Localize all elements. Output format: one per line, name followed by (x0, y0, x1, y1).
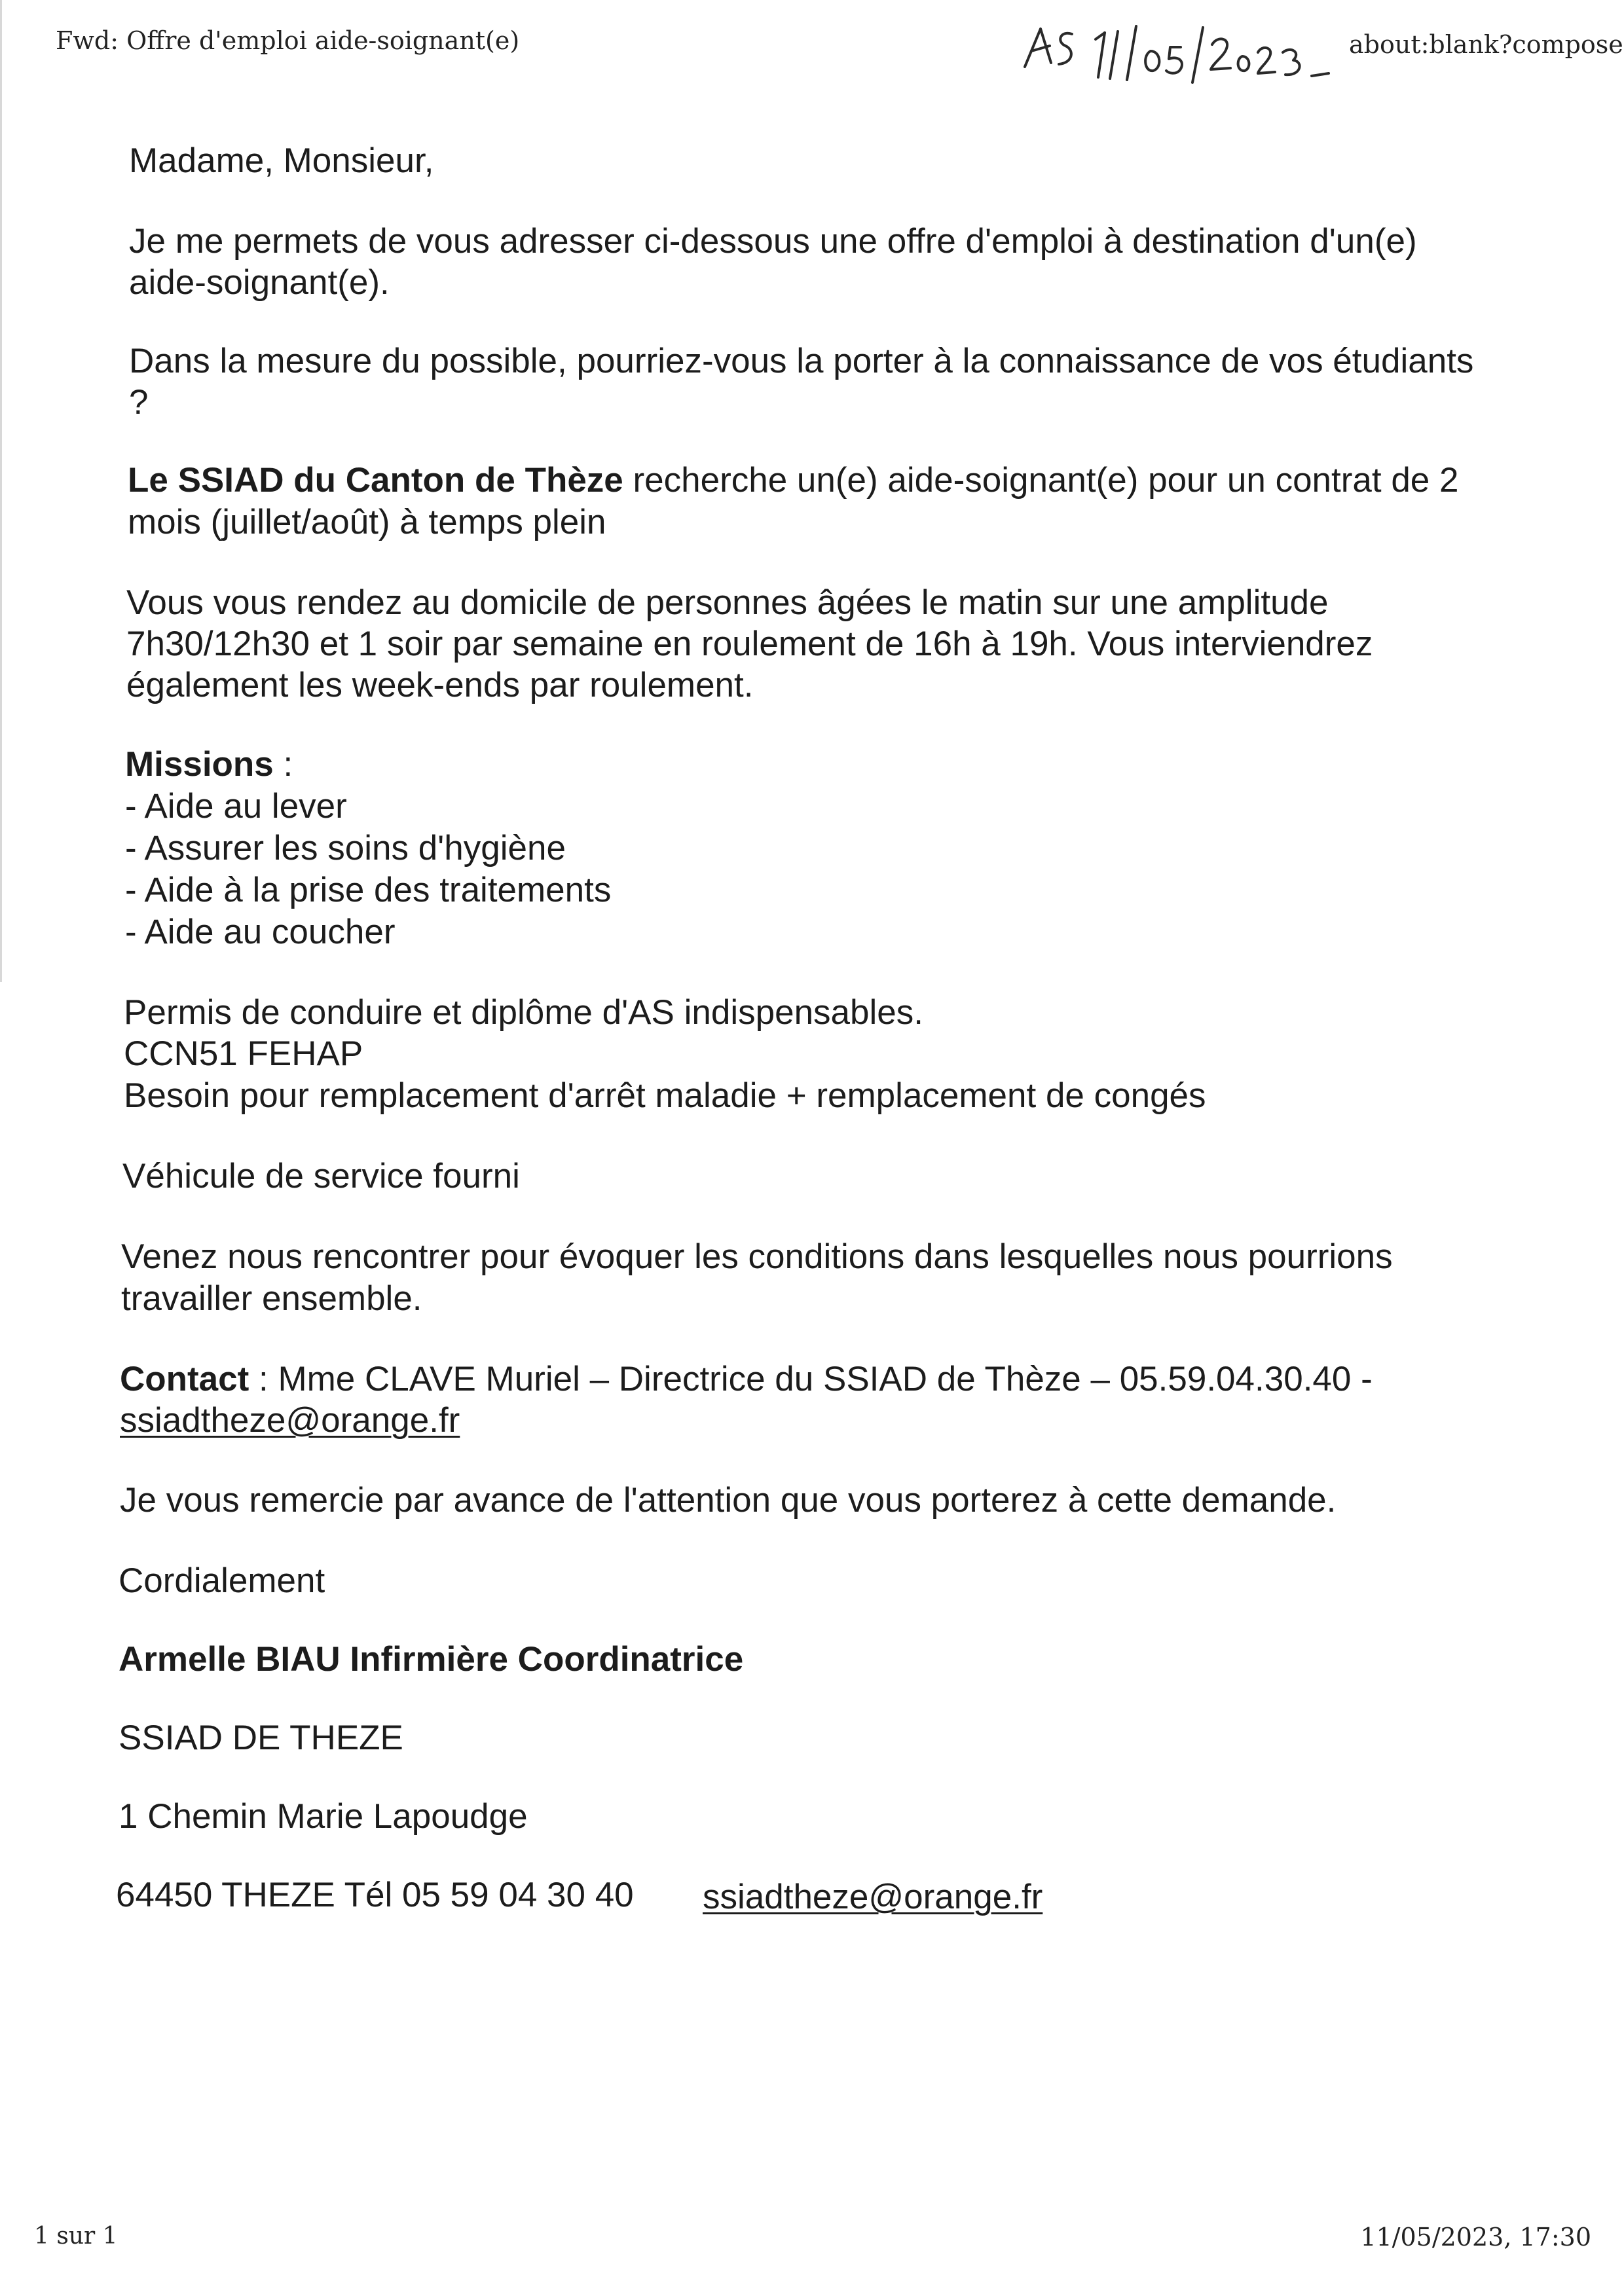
signature-name: Armelle BIAU Infirmière Coordinatrice (119, 1640, 744, 1679)
contact-line (120, 1358, 1373, 1400)
signature-email-line (703, 1876, 1043, 1918)
intro-line-1: Je me permets de vous adresser ci-dessous une offre d'emploi à destination d'un(e) (129, 222, 1417, 261)
handwritten-note (1018, 20, 1346, 92)
convention: CCN51 FEHAP (124, 1034, 363, 1073)
greeting: Madame, Monsieur, (129, 141, 434, 180)
signature-address: 1 Chemin Marie Lapoudge (119, 1797, 528, 1836)
request-line-1: Dans la mesure du possible, pourriez-vous la porter à la connaissance de vos étudiants (129, 342, 1474, 380)
print-header-url: about:blank?compose (1349, 30, 1623, 59)
mission-item: - Aide à la prise des traitements (125, 871, 612, 909)
mission-item: - Aide au coucher (125, 913, 396, 951)
offer-org-bold: Le SSIAD du Canton de Thèze (128, 461, 623, 500)
print-footer-datetime: 11/05/2023, 17:30 (1360, 2223, 1591, 2251)
print-footer-page: 1 sur 1 (34, 2223, 118, 2250)
missions-heading (125, 744, 293, 786)
contact-email-link[interactable]: ssiadtheze@orange.fr (120, 1401, 460, 1440)
signature-org: SSIAD DE THEZE (119, 1719, 403, 1757)
vehicle: Véhicule de service fourni (122, 1157, 520, 1195)
offer-line-2: mois (juillet/août) à temps plein (128, 503, 606, 541)
schedule-line-1: Vous vous rendez au domicile de personnes âgées le matin sur une amplitude (126, 583, 1329, 622)
offer-line-1 (128, 460, 1458, 501)
closing: Cordialement (119, 1561, 325, 1600)
meet-line-2: travailler ensemble. (121, 1279, 422, 1318)
scan-edge (0, 0, 2, 982)
mission-item: - Assurer les soins d'hygiène (125, 829, 566, 867)
print-header-title: Fwd: Offre d'emploi aide-soignant(e) (56, 26, 520, 55)
thanks: Je vous remercie par avance de l'attention que vous porterez à cette demande. (120, 1481, 1337, 1520)
request-line-2: ? (129, 383, 149, 422)
mission-item: - Aide au lever (125, 787, 347, 826)
meet-line-1: Venez nous rencontrer pour évoquer les conditions dans lesquelles nous pourrions (121, 1237, 1393, 1276)
contact-email-line (120, 1400, 460, 1442)
contact-label: Contact (120, 1360, 249, 1398)
offer-rest: recherche un(e) aide-soignant(e) pour un contrat de 2 (623, 461, 1459, 500)
contact-text: : Mme CLAVE Muriel – Directrice du SSIAD de Thèze – 05.59.04.30.40 - (249, 1360, 1373, 1398)
intro-line-2: aide-soignant(e). (129, 263, 390, 302)
signature-email-link[interactable]: ssiadtheze@orange.fr (703, 1878, 1043, 1916)
need: Besoin pour remplacement d'arrêt maladie + remplacement de congés (124, 1076, 1206, 1115)
schedule-line-3: également les week-ends par roulement. (126, 666, 754, 704)
signature-city-phone: 64450 THEZE Tél 05 59 04 30 40 (116, 1876, 634, 1914)
missions-colon: : (273, 745, 293, 784)
schedule-line-2: 7h30/12h30 et 1 soir par semaine en roulement de 16h à 19h. Vous interviendrez (126, 625, 1373, 663)
missions-label: Missions (125, 745, 274, 784)
requirements: Permis de conduire et diplôme d'AS indispensables. (124, 993, 923, 1032)
